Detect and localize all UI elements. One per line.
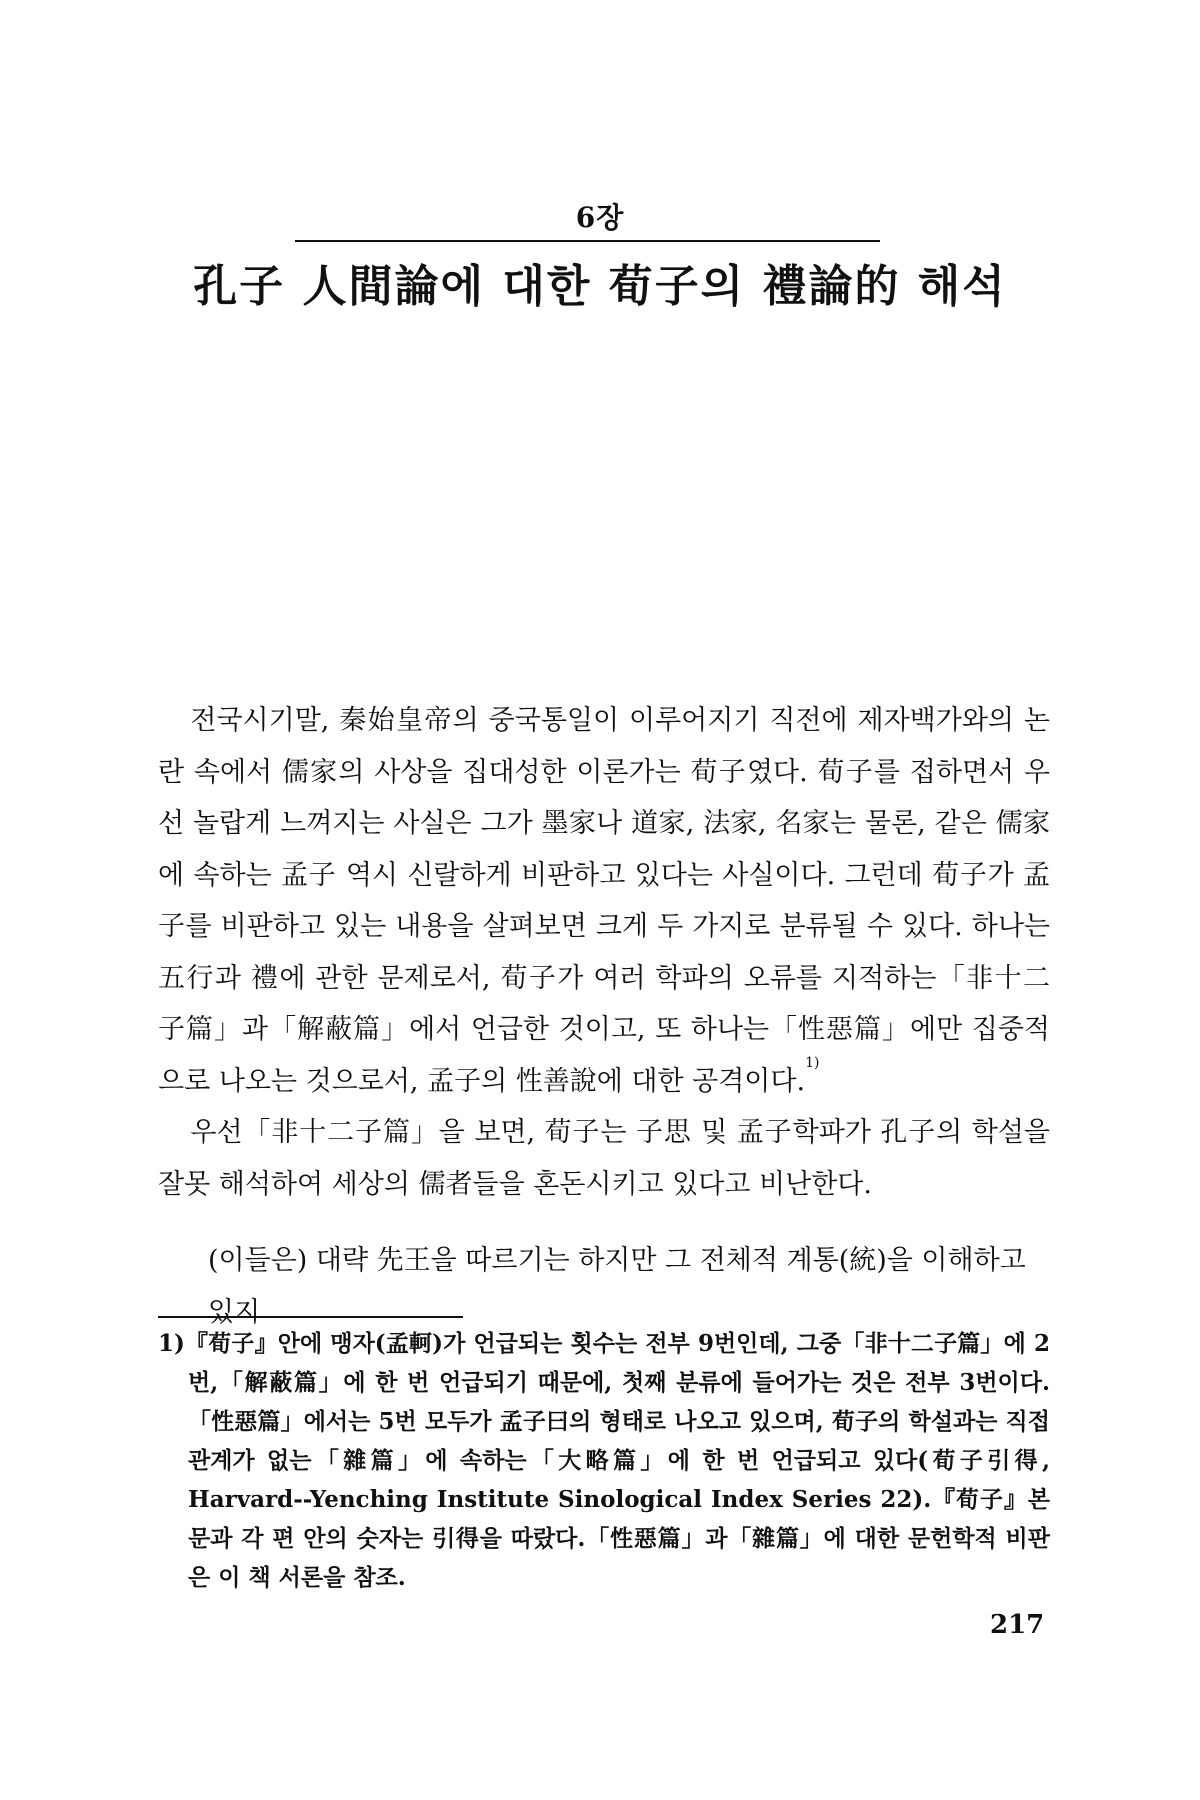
chapter-title: 孔子 人間論에 대한 荀子의 禮論的 해석 xyxy=(193,261,1007,312)
block-quote: (이들은) 대략 先王을 따르기는 하지만 그 전체적 계통(統)을 이해하고 있지 xyxy=(208,1245,1026,1328)
footnote-reference: 1) xyxy=(805,1054,820,1071)
body-paragraph xyxy=(158,695,1050,1107)
body-paragraph: 우선「非十二子篇」을 보면, 荀子는 子思 및 孟子학파가 孔子의 학설을 잘못 해석하여 세상의 儒者들을 혼돈시키고 있다고 비난한다. xyxy=(158,1117,1050,1200)
footnote-divider xyxy=(158,1316,463,1318)
footnote: 1)『荀子』안에 맹자(孟軻)가 언급되는 횟수는 전부 9번인데, 그중「非十二子篇」에 2번,「解蔽篇」에 한 번 언급되기 때문에, 첫째 분류에 들어가는 것은 전부 3번이다.「性惡篇」에서는 5번 모두가 孟子曰의 형태로 나오고 있으며, 荀子의 학설과는 직접 관계가 없는「雜篇」에 속하는「大略篇」에 한 번 언급되고 있다(荀子引得, Harvard--Yenching Institute Sinological Index Series 22).『荀子』본문과 각 편 안의 숫자는 引得을 따랐다.「性惡篇」과「雜篇」에 대한 문헌학적 비판은 이 책 서론을 참조. xyxy=(158,1330,1050,1591)
chapter-divider xyxy=(295,240,880,242)
page-number: 217 xyxy=(990,1610,1045,1640)
paragraph-text: 전국시기말, 秦始皇帝의 중국통일이 이루어지기 직전에 제자백가와의 논란 속에서 儒家의 사상을 집대성한 이론가는 荀子였다. 荀子를 접하면서 우선 놀랍게 느껴지는 사실은 그가 墨家나 道家, 法家, 名家는 물론, 같은 儒家에 속하는 孟子 역시 신랄하게 비판하고 있다는 사실이다. 그런데 荀子가 孟子를 비판하고 있는 내용을 살펴보면 크게 두 가지로 분류될 수 있다. 하나는 五行과 禮에 관한 문제로서, 荀子가 여러 학파의 오류를 지적하는「非十二子篇」과「解蔽篇」에서 언급한 것이고, 또 하나는「性惡篇」에만 집중적으로 나오는 것으로서, 孟子의 性善說에 대한 공격이다. xyxy=(158,705,1050,1097)
chapter-number: 6장 xyxy=(575,201,625,234)
main-text xyxy=(158,695,1050,1210)
